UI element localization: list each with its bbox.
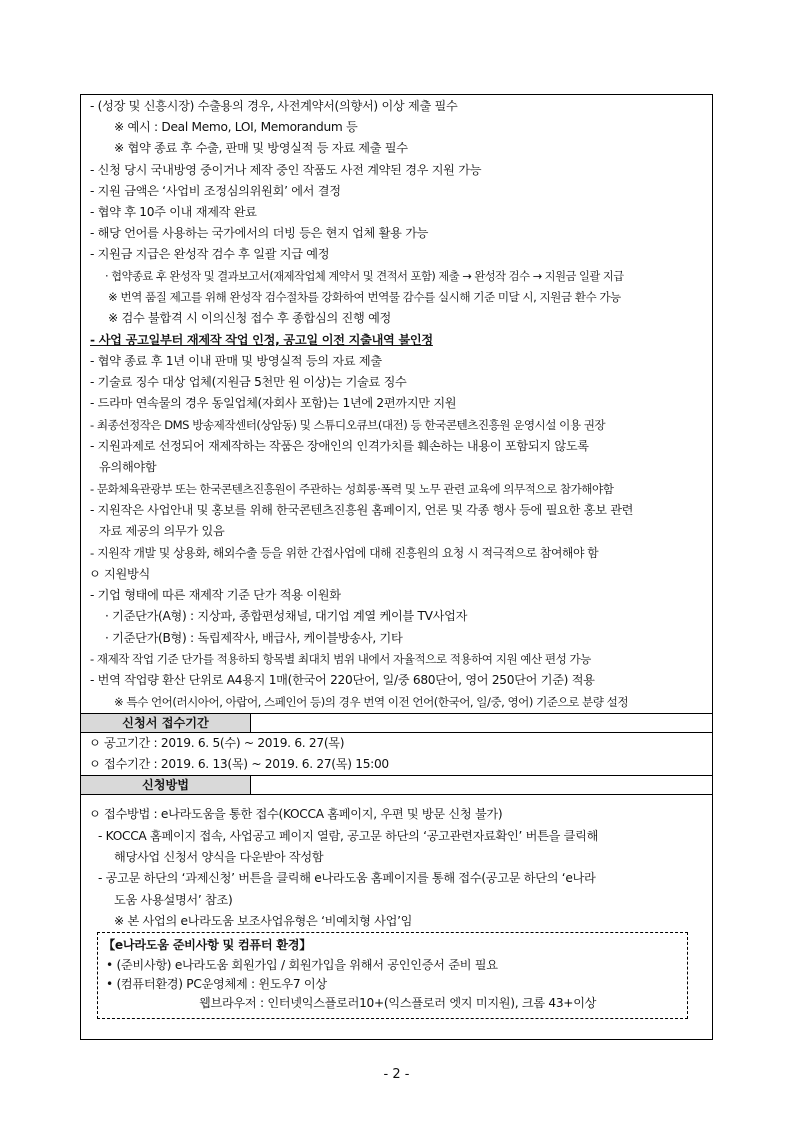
period-header: 신청서 접수기간 — [81, 714, 251, 732]
body-line: ※ 번역 품질 제고를 위해 완성작 검수절차를 강화하여 번역물 감수를 실시해 기준 미달 시, 지원금 환수 가능 — [108, 290, 621, 304]
body-line: - 지원작 개발 및 상용화, 해외수출 등을 위한 간접사업에 대해 진흥원의 요청 시 적극적으로 참여해야 함 — [90, 546, 599, 560]
period-header-bar — [81, 713, 712, 733]
period-line: ㅇ 접수기간 : 2019. 6. 13(목) ~ 2019. 6. 27(목) 15:00 — [89, 757, 389, 771]
body-line: ※ 예시 : Deal Memo, LOI, Memorandum 등 — [114, 120, 358, 134]
page-number: - 2 - — [383, 1067, 410, 1082]
requirements-line: • (컴퓨터환경) PC운영체제 : 윈도우7 이상 — [106, 977, 327, 991]
method-line: - KOCCA 홈페이지 접속, 사업공고 페이지 열람, 공고문 하단의 ‘공고관련자료확인’ 버튼을 클릭해 — [98, 829, 599, 843]
body-line: ※ 검수 불합격 시 이의신청 접수 후 종합심의 진행 예정 — [108, 311, 392, 325]
body-line: - 지원작은 사업안내 및 홍보를 위해 한국콘텐츠진흥원 홈페이지, 언론 및 각종 행사 등에 필요한 홍보 관련 — [90, 503, 634, 517]
body-line: - 재제작 작업 기준 단가를 적용하되 항목별 최대치 범위 내에서 자율적으로 적용하여 지원 예산 편성 가능 — [90, 652, 591, 666]
body-line: 자료 제공의 의무가 있음 — [99, 524, 225, 538]
body-line: - 기업 형태에 따른 재제작 기준 단가 적용 이원화 — [90, 588, 341, 602]
body-line: ※ 특수 언어(러시아어, 아랍어, 스페인어 등)의 경우 번역 이전 언어(한국어, 일/중, 영어) 기준으로 분량 설정 — [114, 695, 629, 709]
method-line: ㅇ 접수방법 : e나라도움을 통한 접수(KOCCA 홈페이지, 우편 및 방문 신청 불가) — [89, 807, 503, 821]
body-line: - (성장 및 신흥시장) 수출용의 경우, 사전계약서(의향서) 이상 제출 필수 — [90, 99, 458, 113]
requirements-line: • (준비사항) e나라도움 회원가입 / 회원가입을 위해서 공인인증서 준비 필요 — [106, 958, 498, 972]
method-line: - 공고문 하단의 ‘과제신청’ 버튼을 클릭해 e나라도움 홈페이지를 통해 접수(공고문 하단의 ‘e나라 — [98, 871, 596, 885]
body-line: - 협약 종료 후 1년 이내 판매 및 방영실적 등의 자료 제출 — [90, 354, 382, 368]
body-line: - 드라마 연속물의 경우 동일업체(자회사 포함)는 1년에 2편까지만 지원 — [90, 396, 457, 410]
body-line: - 기술료 징수 대상 업체(지원금 5천만 원 이상)는 기술료 징수 — [90, 375, 407, 389]
method-header: 신청방법 — [81, 776, 251, 794]
method-header-bar — [81, 775, 712, 795]
body-line: - 신청 당시 국내방영 중이거나 제작 중인 작품도 사전 계약된 경우 지원 가능 — [90, 163, 482, 177]
body-line: - 해당 언어를 사용하는 국가에서의 더빙 등은 현지 업체 활용 가능 — [90, 226, 429, 240]
content-frame — [80, 94, 713, 1040]
requirements-title: 【e나라도움 준비사항 및 컴퓨터 환경】 — [103, 938, 312, 952]
section-heading: ㅇ 지원방식 — [89, 567, 150, 581]
body-line: - 지원금 지급은 완성작 검수 후 일괄 지급 예정 — [90, 247, 330, 261]
body-line: - 지원과제로 선정되어 재제작하는 작품은 장애인의 인격가치를 훼손하는 내용이 포함되지 않도록 — [90, 439, 589, 453]
method-line: 도움 사용설명서’ 참조) — [114, 893, 233, 907]
period-line: ㅇ 공고기간 : 2019. 6. 5(수) ~ 2019. 6. 27(목) — [89, 736, 345, 750]
body-line: - 지원 금액은 ‘사업비 조정심의위원회’ 에서 결정 — [90, 184, 341, 198]
method-line: ※ 본 사업의 e나라도움 보조사업유형은 ‘비예치형 사업’임 — [114, 914, 413, 928]
body-line: · 협약종료 후 완성작 및 결과보고서(재제작업체 계약서 및 견적서 포함) 제출 → 완성작 검수 → 지원금 일괄 지급 — [105, 270, 624, 283]
body-line: ※ 협약 종료 후 수출, 판매 및 방영실적 등 자료 제출 필수 — [114, 141, 408, 155]
body-line-emphasis: - 사업 공고일부터 재제작 작업 인정, 공고일 이전 지출내역 불인정 — [90, 333, 433, 347]
body-line: - 최종선정작은 DMS 방송제작센터(상암동) 및 스튜디오큐브(대전) 등 한국콘텐츠진흥원 운영시설 이용 권장 — [90, 418, 606, 432]
requirements-line: 웹브라우저 : 인터넷익스플로러10+(익스플로러 엣지 미지원), 크롬 43+이상 — [199, 996, 597, 1010]
body-line: - 번역 작업량 환산 단위로 A4용지 1매(한국어 220단어, 일/중 680단어, 영어 250단어 기준) 적용 — [90, 673, 595, 687]
body-line: 유의해야함 — [99, 460, 157, 474]
requirements-box — [97, 932, 688, 1019]
body-line: · 기준단가(A형) : 지상파, 종합편성채널, 대기업 계열 케이블 TV사업자 — [105, 609, 468, 623]
body-line: - 협약 후 10주 이내 재제작 완료 — [90, 205, 257, 219]
body-line: · 기준단가(B형) : 독립제작사, 배급사, 케이블방송사, 기타 — [105, 631, 403, 645]
method-line: 해당사업 신청서 양식을 다운받아 작성함 — [114, 850, 324, 864]
body-line: - 문화체육관광부 또는 한국콘텐츠진흥원이 주관하는 성희롱·폭력 및 노무 관련 교육에 의무적으로 참가해야함 — [90, 482, 614, 496]
